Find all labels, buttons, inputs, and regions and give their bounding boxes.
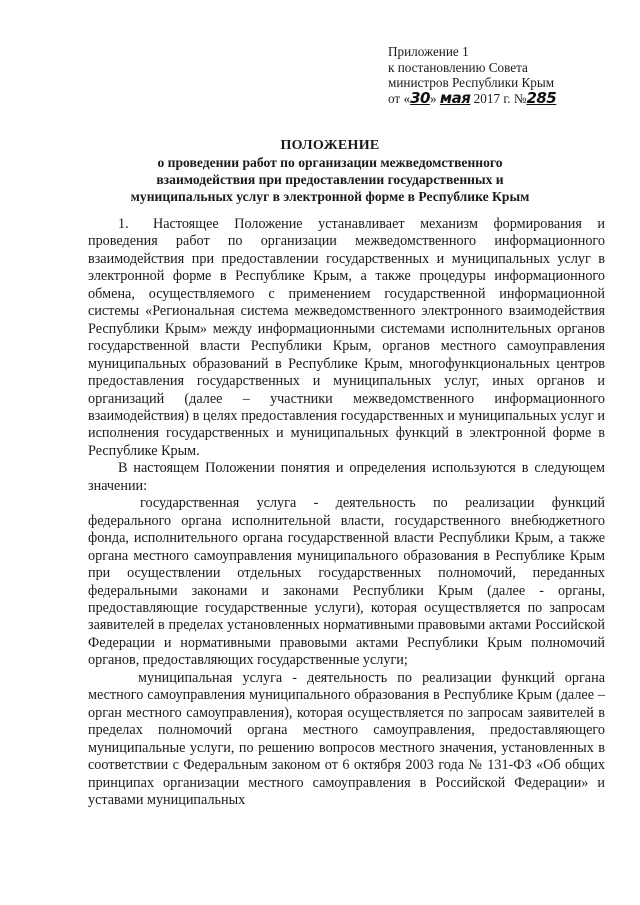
paragraph-1-text: Настоящее Положение устанавливает механизм формирования и проведения работ по организации межведомственного информационного взаимодействия при предоставлении государственных и муниципальных услуг в электронной форме в Республике Крым, а также процедуры информационного обмена, осуществляемого с применением государственной информационной системы «Региональная система межведомственного электронного взаимодействия Республики Крым» между информационными системами исполнительных органов государственной власти Республики Крым, органов местного самоуправления муниципальных образований в Республике Крым, многофункциональных центров предоставления государственных и муниципальных услуг, иных органов и организаций (далее – участники межведомственного информационного взаимодействия) в целях предоставления государственных и муниципальных услуг и исполнения государственных и муниципальных функций в электронной форме в Республике Крым.	[88, 216, 605, 459]
title-line-1: о проведении работ по организации межведомственного	[157, 155, 503, 170]
paragraph-1	[88, 216, 605, 460]
appendix-line-2: к постановлению Совета	[388, 59, 528, 75]
date-year: 2017 г. №	[473, 90, 527, 106]
handwritten-month: мая	[439, 88, 471, 107]
title-heading: ПОЛОЖЕНИЕ	[280, 138, 380, 153]
document-title	[60, 137, 600, 205]
paragraph-4: муниципальная услуга - деятельность по реализации функций органа местного самоуправления муниципального образования в Республике Крым (далее – орган местного самоуправления), которая осуществляется по запросам заявителей в пределах полномочий органа местного самоуправления, предоставляющего муниципальные услуги, по решению вопросов местного значения, установленных в соответствии с Федеральным законом от 6 октября 2003 года № 131-ФЗ «Об общих принципах организации местного самоуправления в Российской Федерации» и уставами муниципальных	[88, 669, 605, 808]
date-separator: »	[429, 90, 437, 106]
title-line-3: муниципальных услуг в электронной форме в Республике Крым	[130, 189, 530, 204]
handwritten-day: 30	[410, 88, 430, 107]
appendix-line-1: Приложение 1	[388, 44, 469, 59]
appendix-date-line	[388, 88, 628, 107]
appendix-header	[388, 44, 628, 106]
date-prefix: от «	[388, 90, 411, 106]
paragraph-number: 1.	[118, 216, 129, 232]
paragraph-3: государственная услуга - деятельность по реализации функций федерального органа исполнительной власти, государственного внебюджетного фонда, исполнительного органа государственной власти Республики Крым, а также органа местного самоуправления муниципального образования в Республике Крым при осуществлении отдельных государственных полномочий, переданных федеральными законами и законами Республики Крым (далее - органы, предоставляющие государственные услуги), которая осуществляется по запросам заявителей в пределах установленных нормативными правовыми актами Российской Федерации и нормативными правовыми актами Республики Крым полномочий органов, предоставляющих государственные услуги;	[88, 495, 605, 669]
document-body	[88, 216, 605, 809]
appendix-line-3: министров Республики Крым	[388, 75, 555, 90]
paragraph-2: В настоящем Положении понятия и определения используются в следующем значении:	[88, 460, 605, 494]
title-line-2: взаимодействия при предоставлении государственных и	[156, 172, 504, 187]
handwritten-number: 285	[526, 88, 557, 107]
